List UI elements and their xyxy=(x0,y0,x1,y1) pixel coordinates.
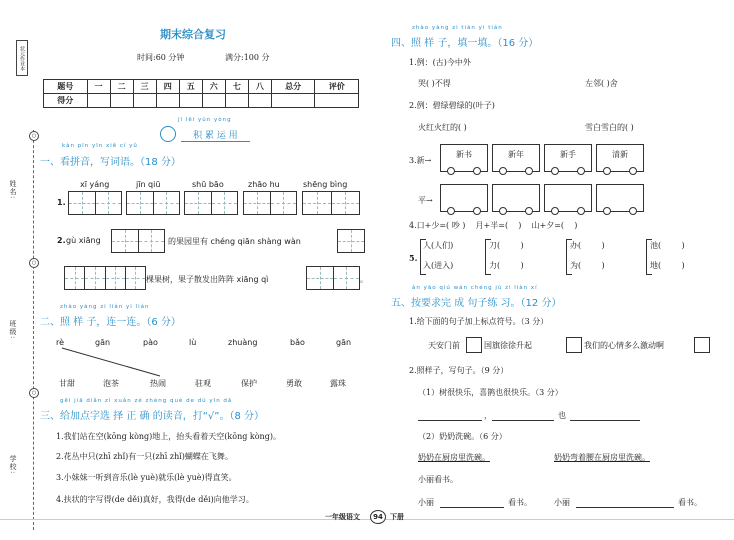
score-cell[interactable] xyxy=(248,94,271,108)
score-cell[interactable] xyxy=(179,94,202,108)
fill-blank[interactable]: 火红火红的( ) xyxy=(418,123,467,132)
sentence-text: 也 xyxy=(558,411,566,420)
pinyin-prompt: xī yáng xyxy=(80,180,110,189)
train-car-blank[interactable] xyxy=(440,184,488,212)
sentence-text: 的果园里有 chéng qiān shàng wàn xyxy=(168,237,301,246)
score-cell[interactable] xyxy=(87,94,110,108)
page-number: 94 xyxy=(370,510,386,524)
book-icon xyxy=(160,126,176,142)
train-car xyxy=(544,144,592,172)
writing-grid[interactable] xyxy=(302,191,360,215)
section-banner xyxy=(160,117,250,142)
name-label: 姓名: xyxy=(9,180,17,200)
question-item: （1）树很快乐，喜鹊也很快乐。（3 分） xyxy=(418,388,563,397)
word-item[interactable]: 热闹 xyxy=(150,379,166,388)
pinyin-prompt: shēng bìng xyxy=(303,180,348,189)
train-car-blank[interactable] xyxy=(544,184,592,212)
example-sentence: 奶奶弯着腰在厨房里洗碗。 xyxy=(554,453,650,462)
pinyin-prompt: shū bāo xyxy=(192,180,224,189)
score-cell[interactable] xyxy=(202,94,225,108)
answer-line[interactable] xyxy=(492,420,554,421)
pinyin-prompt: zhāo hu xyxy=(248,180,280,189)
sentence-text: 小丽 xyxy=(418,498,434,507)
writing-grid[interactable] xyxy=(337,229,365,253)
writing-grid[interactable] xyxy=(126,191,180,215)
sentence-text: 小丽 xyxy=(554,498,570,507)
writing-grid[interactable] xyxy=(111,229,165,253)
sentence-text: ， xyxy=(484,411,492,420)
footer-rule xyxy=(0,519,734,520)
sentence-text: 我们的心情多么激动啊 xyxy=(584,341,664,350)
train-car xyxy=(596,144,644,172)
page-title: 期末综合复习 xyxy=(160,28,226,41)
fill-blank[interactable]: 哭( )不得 xyxy=(418,79,451,88)
train-car-blank[interactable] xyxy=(596,184,644,212)
question-number: 1. xyxy=(57,198,66,207)
full-score: 满分:100 分 xyxy=(225,53,270,62)
train-car xyxy=(440,144,488,172)
fill-blank[interactable]: 刀( ) xyxy=(489,241,524,250)
time-limit: 时间:60 分钟 xyxy=(137,53,185,62)
fill-blank[interactable]: 雪白雪白的( ) xyxy=(585,123,634,132)
school-label: 学校: xyxy=(9,455,17,475)
score-header: 题号 xyxy=(44,80,88,94)
question-item: 3.新→ xyxy=(409,156,432,165)
score-header: 五 xyxy=(179,80,202,94)
question-item: （2）奶奶洗碗。（6 分） xyxy=(418,432,507,441)
section-pinyin: zhào yàng zi lián yi lián xyxy=(60,304,150,310)
score-cell[interactable] xyxy=(133,94,156,108)
pinyin-item[interactable]: bǎo xyxy=(290,338,305,347)
class-label: 班级: xyxy=(9,320,17,340)
binding-hole-icon: ○ xyxy=(29,131,39,141)
score-cell[interactable] xyxy=(110,94,133,108)
writing-grid[interactable] xyxy=(68,191,122,215)
writing-grid[interactable] xyxy=(243,191,297,215)
footer-volume: 下册 xyxy=(390,513,404,521)
train-word: 清新 xyxy=(612,150,628,159)
word-item[interactable]: 驻观 xyxy=(195,379,211,388)
score-header: 四 xyxy=(156,80,179,94)
fill-blank[interactable]: 力( ) xyxy=(489,261,524,270)
footer-grade: 一年级语文 xyxy=(325,513,360,521)
example-sentence: 奶奶在厨房里洗碗。 xyxy=(418,453,490,462)
pinyin-prompt: gù xiāng xyxy=(66,236,101,245)
question-item[interactable]: 3.小妹妹一听到音乐(lè yuè)就乐(lè yuè)得直笑。 xyxy=(56,473,237,482)
question-item[interactable]: 4.扶状的字写得(de děi)真好，我得(de děi)向他学习。 xyxy=(56,495,254,504)
pinyin-item[interactable]: gān xyxy=(95,338,111,347)
sentence-text: 。 xyxy=(360,275,368,284)
example-link-line xyxy=(60,346,170,380)
pinyin-item[interactable]: zhuàng xyxy=(228,338,258,347)
answer-line[interactable] xyxy=(576,507,674,508)
pinyin-item[interactable]: pào xyxy=(143,338,158,347)
question-item: 1.给下面的句子加上标点符号。（3 分） xyxy=(409,317,549,326)
punctuation-box[interactable] xyxy=(466,337,482,353)
pinyin-item[interactable]: rè xyxy=(56,338,65,347)
sentence-text: 小丽看书。 xyxy=(418,475,458,484)
section-4-title: 四、照 样 子，填一填。（16 分） xyxy=(391,38,539,49)
writing-grid[interactable] xyxy=(184,191,238,215)
binding-hole-icon: ○ xyxy=(29,388,39,398)
word-item[interactable]: 勇敢 xyxy=(286,379,302,388)
answer-line[interactable] xyxy=(418,420,482,421)
sentence-text: 棵果树，果子散发出阵阵 xiāng qì xyxy=(146,275,269,284)
score-label: 得分 xyxy=(44,94,88,108)
question-item[interactable]: 4.口+少=( 吵 ) 月+半=( ) 山+夕=( ) xyxy=(409,221,578,230)
word-item[interactable]: 甘甜 xyxy=(59,379,75,388)
binding-spine xyxy=(0,0,37,540)
word-item[interactable]: 保护 xyxy=(241,379,257,388)
score-header: 六 xyxy=(202,80,225,94)
binding-hole-icon: ○ xyxy=(29,258,39,268)
score-cell[interactable] xyxy=(271,94,315,108)
fill-blank[interactable]: 地( ) xyxy=(650,261,685,270)
train-word: 新年 xyxy=(508,150,524,159)
sentence-text: 天安门前 xyxy=(428,341,460,350)
fill-blank: 入(进入) xyxy=(423,261,454,270)
section-5-title: 五、按要求完 成 句子练 习。（12 分） xyxy=(391,298,562,309)
answer-line[interactable] xyxy=(440,507,504,508)
train-car xyxy=(492,144,540,172)
section-1-title: 一、看拼音，写词语。（18 分） xyxy=(40,157,181,168)
sentence-text: 看书。 xyxy=(678,498,702,507)
writing-grid[interactable] xyxy=(64,266,146,290)
sentence-text: 国旗徐徐升起 xyxy=(484,341,532,350)
score-header: 总分 xyxy=(271,80,315,94)
punctuation-box[interactable] xyxy=(694,337,710,353)
pinyin-prompt: jīn qiū xyxy=(136,180,161,189)
banner-label: 积 累 运 用 xyxy=(181,131,250,142)
pinyin-item[interactable]: gān xyxy=(336,338,352,347)
score-header: 七 xyxy=(225,80,248,94)
question-item: 2.例：碧绿碧绿的(叶子) xyxy=(409,101,495,110)
section-3-title: 三、给加点字选 择 正 确 的读音，打“√”。（8 分） xyxy=(40,411,264,422)
question-item: 2.照样子，写句子。（9 分） xyxy=(409,366,509,375)
section-2-title: 二、照 样 子，连一连。（6 分） xyxy=(40,317,181,328)
fill-blank[interactable]: 为( ) xyxy=(570,261,605,270)
question-number: 5. xyxy=(409,253,418,263)
sentence-text: 看书。 xyxy=(508,498,532,507)
fill-blank[interactable]: 左邻( )舍 xyxy=(585,79,618,88)
pinyin-item[interactable]: lù xyxy=(189,338,197,347)
score-header: 一 xyxy=(87,80,110,94)
banner-pinyin: jī lěi yùn yòng xyxy=(178,117,232,123)
section-pinyin: zhào yàng zi tián yi tián xyxy=(412,25,503,31)
fill-blank[interactable]: 池( ) xyxy=(650,241,685,250)
train-word: 新书 xyxy=(456,150,472,159)
train-word: 新手 xyxy=(560,150,576,159)
word-item[interactable]: 泡茶 xyxy=(103,379,119,388)
question-item[interactable]: 2.花丛中只(zhī zhǐ)有一只(zhī zhǐ)蝴蝶在飞舞。 xyxy=(56,452,233,461)
answer-line[interactable] xyxy=(570,420,640,421)
score-header: 二 xyxy=(110,80,133,94)
fill-blank: 人(人们) xyxy=(423,241,454,250)
question-item: 1.例：(古)今中外 xyxy=(409,58,471,67)
question-item: 平→ xyxy=(418,196,433,205)
question-item[interactable]: 1.我们站在空(kōng kòng)地上，抬头看着天空(kōng kòng)。 xyxy=(56,432,281,441)
score-header: 八 xyxy=(248,80,271,94)
section-pinyin: àn yāo qiú wán chéng jù zi liàn xí xyxy=(412,285,538,291)
train-car-blank[interactable] xyxy=(492,184,540,212)
fill-blank[interactable]: 办( ) xyxy=(570,241,605,250)
punctuation-box[interactable] xyxy=(566,337,582,353)
score-header: 三 xyxy=(133,80,156,94)
score-table xyxy=(43,79,359,108)
word-item[interactable]: 露珠 xyxy=(330,379,346,388)
writing-grid[interactable] xyxy=(306,266,360,290)
score-cell[interactable] xyxy=(156,94,179,108)
section-pinyin: kàn pīn yīn xiě cí yǔ xyxy=(62,143,138,149)
question-number: 2. xyxy=(57,236,66,245)
cut-line xyxy=(33,130,34,530)
score-header: 评价 xyxy=(315,80,359,94)
brand-stamp: 状元作业本 xyxy=(16,40,28,76)
section-pinyin: gěi jiā diǎn zì xuǎn zé zhèng què de dú yīn dǎ xyxy=(60,398,233,404)
score-cell[interactable] xyxy=(315,94,359,108)
score-cell[interactable] xyxy=(225,94,248,108)
